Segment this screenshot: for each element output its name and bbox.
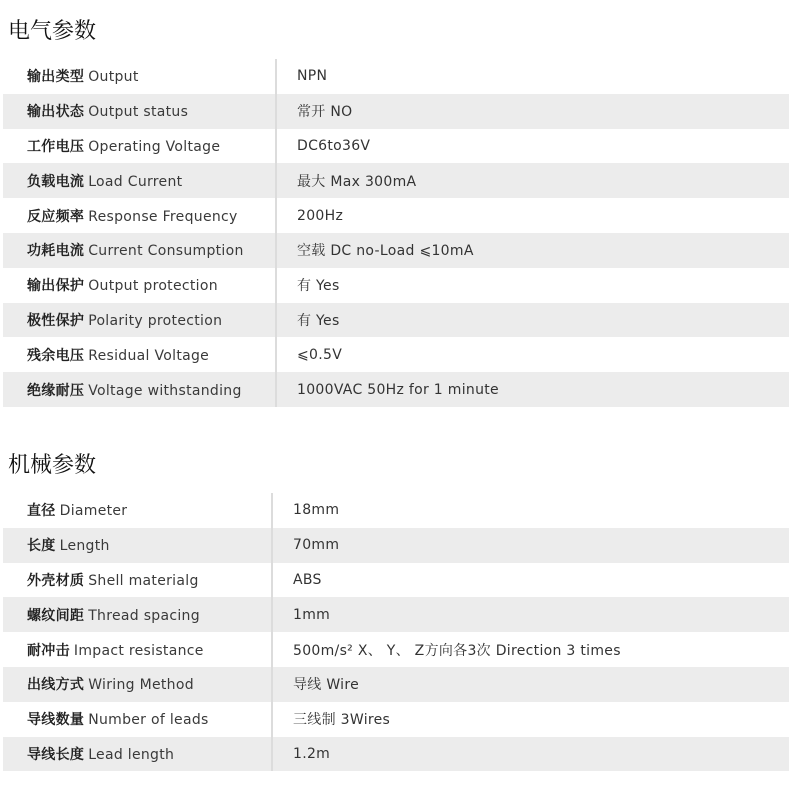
mechanical-spec-table (3, 493, 789, 771)
spec-value: 最大 Max 300mA (276, 163, 789, 198)
spec-label (3, 667, 272, 702)
table-row (3, 632, 789, 667)
spec-label-zh: 绝缘耐压 (27, 382, 85, 399)
table-row (3, 528, 789, 563)
table-row (3, 268, 789, 303)
spec-label (3, 372, 276, 407)
spec-label (3, 129, 276, 164)
spec-label (3, 303, 276, 338)
table-row (3, 129, 789, 164)
table-row (3, 198, 789, 233)
spec-label-zh: 功耗电流 (27, 243, 85, 260)
spec-label-en: Load Current (88, 173, 183, 190)
spec-label-en: Output (88, 69, 139, 86)
spec-value: 1mm (272, 597, 789, 632)
spec-label (3, 163, 276, 198)
spec-label-en: Diameter (59, 503, 128, 520)
spec-value: 常开 NO (276, 94, 789, 129)
spec-label-zh: 导线数量 (27, 712, 85, 729)
spec-value: 导线 Wire (272, 667, 789, 702)
spec-label (3, 737, 272, 772)
spec-label-en: Output protection (88, 278, 218, 295)
table-row (3, 493, 789, 528)
spec-label-en: Length (59, 538, 110, 555)
spec-label-zh: 残余电压 (27, 347, 85, 364)
spec-value: 200Hz (276, 198, 789, 233)
spec-label-en: Impact resistance (73, 642, 204, 659)
spec-value: 70mm (272, 528, 789, 563)
spec-label-zh: 工作电压 (27, 138, 85, 155)
spec-label (3, 702, 272, 737)
spec-label-zh: 出线方式 (27, 677, 85, 694)
spec-value: 500m/s² X、 Y、 Z方向各3次 Direction 3 times (272, 632, 789, 667)
spec-label (3, 59, 276, 94)
table-row (3, 163, 789, 198)
spec-label (3, 198, 276, 233)
table-row (3, 597, 789, 632)
spec-value: 空载 DC no-Load ⩽10mA (276, 233, 789, 268)
mechanical-section-title: 机械参数 (8, 453, 97, 478)
spec-label (3, 337, 276, 372)
spec-label-en: Lead length (88, 746, 175, 763)
spec-label-zh: 输出保护 (27, 278, 85, 295)
table-row (3, 563, 789, 598)
spec-label-en: Shell materialg (88, 572, 199, 589)
table-row (3, 737, 789, 772)
spec-label-zh: 直径 (27, 503, 56, 520)
spec-value: 有 Yes (276, 303, 789, 338)
spec-label-en: Wiring Method (88, 677, 194, 694)
spec-label-en: Residual Voltage (88, 347, 210, 364)
spec-value: 三线制 3Wires (272, 702, 789, 737)
spec-label (3, 632, 272, 667)
spec-label-zh: 极性保护 (27, 312, 85, 329)
spec-label-en: Output status (88, 104, 189, 121)
spec-value: 1000VAC 50Hz for 1 minute (276, 372, 789, 407)
spec-label (3, 233, 276, 268)
spec-value: 有 Yes (276, 268, 789, 303)
spec-label (3, 94, 276, 129)
spec-label (3, 493, 272, 528)
spec-label-en: Polarity protection (88, 312, 223, 329)
table-row (3, 372, 789, 407)
spec-label-zh: 螺纹间距 (27, 607, 85, 624)
table-row (3, 337, 789, 372)
spec-label-zh: 长度 (27, 538, 56, 555)
spec-label-en: Number of leads (88, 712, 209, 729)
spec-label-zh: 输出类型 (27, 69, 85, 86)
spec-value: 18mm (272, 493, 789, 528)
spec-value: ABS (272, 563, 789, 598)
spec-label-en: Response Frequency (88, 208, 238, 225)
electrical-section-title: 电气参数 (8, 19, 97, 44)
spec-label-en: Voltage withstanding (88, 382, 242, 399)
table-row (3, 94, 789, 129)
spec-label-en: Operating Voltage (88, 138, 221, 155)
spec-value: NPN (276, 59, 789, 94)
spec-label-en: Thread spacing (88, 607, 200, 624)
table-row (3, 702, 789, 737)
spec-label (3, 528, 272, 563)
spec-label-en: Current Consumption (88, 243, 244, 260)
table-row (3, 233, 789, 268)
spec-label (3, 268, 276, 303)
spec-label (3, 597, 272, 632)
table-row (3, 303, 789, 338)
spec-value: 1.2m (272, 737, 789, 772)
spec-label-zh: 耐冲击 (27, 642, 70, 659)
table-row (3, 667, 789, 702)
spec-label-zh: 外壳材质 (27, 572, 85, 589)
spec-label (3, 563, 272, 598)
spec-value: DC6to36V (276, 129, 789, 164)
spec-label-zh: 导线长度 (27, 746, 85, 763)
spec-value: ⩽0.5V (276, 337, 789, 372)
spec-label-zh: 反应频率 (27, 208, 85, 225)
table-row (3, 59, 789, 94)
electrical-spec-table (3, 59, 789, 407)
spec-label-zh: 负载电流 (27, 173, 85, 190)
spec-label-zh: 输出状态 (27, 104, 85, 121)
